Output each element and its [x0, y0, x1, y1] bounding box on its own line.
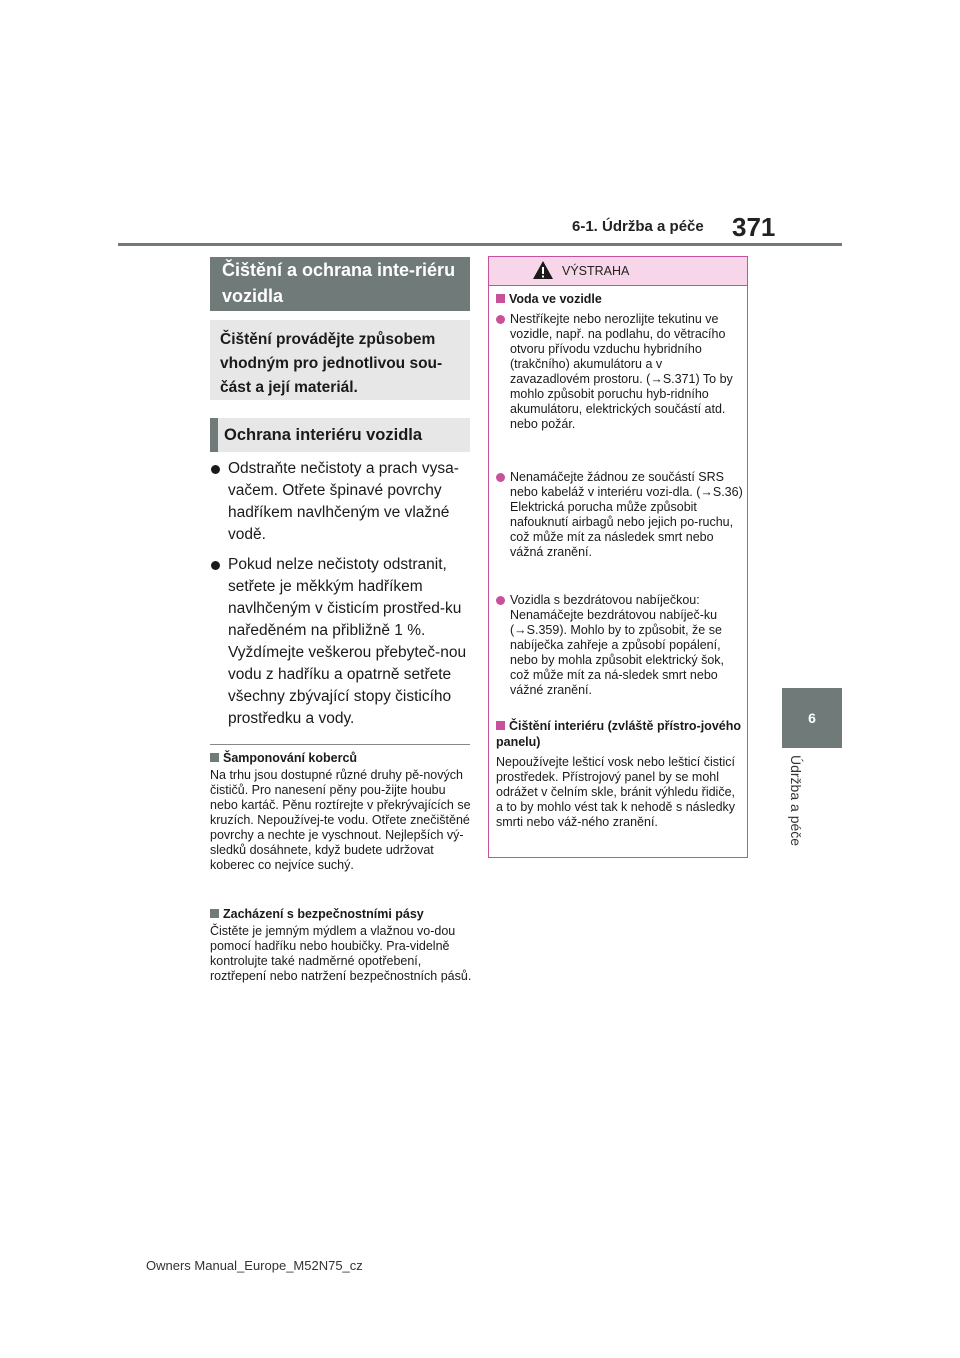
warning-section2-title-text: Čištění interiéru (zvláště přístro-jového panelu): [496, 719, 741, 749]
bullet-dot-icon: [496, 596, 505, 605]
note-title-text: Šamponování koberců: [223, 751, 358, 765]
bullet-text: Pokud nelze nečistoty odstranit, setřete je měkkým hadříkem navlhčeným v čisticím prostřed-ku naředěném na přibližně 1 %. Vyždímejte veškerou přebyteč-nou vodu z hadříku a opatrně setřete všechny zbývající stopy čisticího prostředku a vody.: [228, 556, 467, 727]
note-body: Čistěte je jemným mýdlem a vlažnou vo-dou pomocí hadříku nebo houbičky. Pra-videlně kontrolujte také nadměrné opotřebení, roztřepení nebo natržení bezpečnostních pásů.: [210, 924, 472, 983]
chapter-label-text: Údržba a péče: [788, 755, 804, 847]
warning-item: [496, 470, 744, 560]
warning-section2-body-text: Nepoužívejte lešticí vosk nebo lešticí čisticí prostředek. Přístrojový panel by se mohl odrážet v čelním skle, bránit výhledu řidiče, a to by mohlo vést tak k nehodě s následky smrti nebo váž-ného zranění.: [496, 755, 736, 829]
heading2-accent: [210, 418, 218, 452]
square-bullet-icon: [496, 294, 505, 303]
heading2: Ochrana interiéru vozidla: [224, 426, 423, 444]
warning-section2-body: [496, 755, 744, 830]
note-title: [210, 750, 472, 766]
bullet-dot-icon: [211, 465, 220, 474]
warning-title: VÝSTRAHA: [562, 264, 630, 278]
header-divider: [118, 243, 842, 246]
footer-text: Owners Manual_Europe_M52N75_cz: [146, 1258, 363, 1273]
warning-item-text: Nenamáčejte žádnou ze součástí SRS nebo kabeláž v interiéru vozi-dla. (→S.36) Elektrická porucha může způsobit nafouknutí airbagů nebo jejich po-ruchu, což může mít za následek smrt nebo vážná zranění.: [510, 470, 743, 559]
warning-item-text: Vozidla s bezdrátovou nabíječkou: Nenamáčejte bezdrátovou nabíječ-ku (→S.359). Mohlo by to způsobit, že se nabíječka zahřeje a způsobí popálení, nebo by mohla způsobit elektrický šok, což může mít za ná-sledek smrt nebo vážné zranění.: [510, 593, 724, 697]
note-title-text: Zacházení s bezpečnostními pásy: [223, 907, 424, 921]
warning-item: [496, 593, 744, 698]
warning-section1-title: [496, 291, 744, 307]
notes-divider: [210, 744, 470, 745]
intro-text: Čištění provádějte způsobem vhodným pro jednotlivou sou-část a její materiál.: [220, 331, 443, 396]
square-bullet-icon: [210, 909, 219, 918]
chapter-label: [780, 755, 810, 865]
section-title: 6-1. Údržba a péče: [572, 218, 704, 235]
bullet-dot-icon: [496, 315, 505, 324]
heading1: Čištění a ochrana inte-riéru vozidla: [222, 260, 456, 306]
bullet-item: [210, 458, 472, 546]
bullet-text: Odstraňte nečistoty a prach vysa-vačem. Otřete špinavé povrchy hadříkem navlhčeným ve vlažné vodě.: [228, 460, 459, 543]
warning-item: [496, 312, 744, 432]
bullet-dot-icon: [211, 561, 220, 570]
bullet-list: [210, 458, 472, 738]
page-number: 371: [732, 212, 776, 242]
square-bullet-icon: [496, 721, 505, 730]
warning-triangle-icon: [532, 260, 554, 280]
square-bullet-icon: [210, 753, 219, 762]
warning-item-text: Nestříkejte nebo nerozlijte tekutinu ve vozidle, např. na podlahu, do větracího otvoru přívodu vzduchu hybridního (trakčního) akumulátoru a v zavazadlovém prostoru. (→S.371) To by mohlo způsobit poruchu hyb-ridního akumulátoru, elektrických součástí atd. nebo požár.: [510, 312, 733, 431]
warning-section2-title: [496, 718, 744, 750]
warning-section1-title-text: Voda ve vozidle: [509, 292, 602, 306]
bullet-item: [210, 554, 472, 730]
note-seatbelts: [210, 906, 472, 984]
note-carpet: [210, 750, 472, 873]
chapter-tab: 6: [782, 688, 842, 748]
bullet-dot-icon: [496, 473, 505, 482]
note-title: [210, 906, 472, 922]
note-body: Na trhu jsou dostupné různé druhy pě-nových čističů. Pro nanesení pěny pou-žijte houbu nebo kartáč. Pěnu roztírejte v překrývajících se kruzích. Nepoužívej-te vodu. Otřete znečištěné povrchy a nechte je vyschnout. Nejlepších vý-sledků dosáhnete, když budete udržovat koberec co nejvíce suchý.: [210, 768, 471, 872]
